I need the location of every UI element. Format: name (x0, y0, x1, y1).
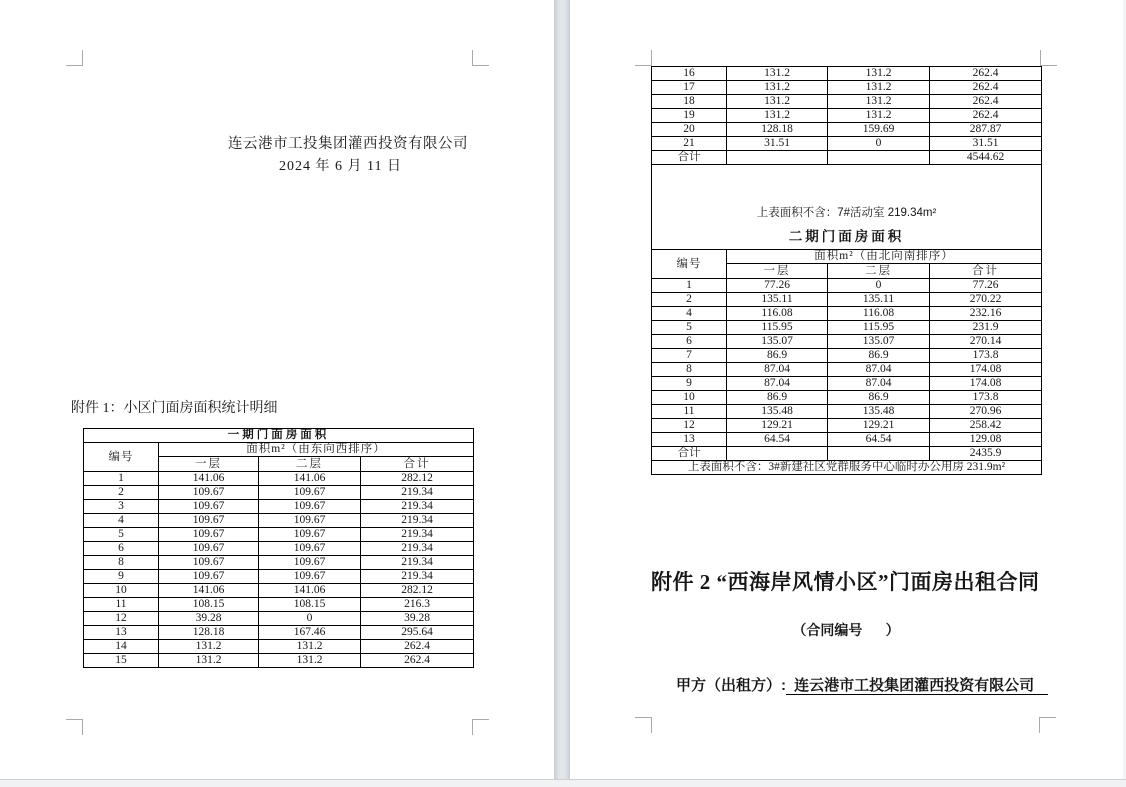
table-cell: 64.54 (828, 433, 930, 447)
table-row (652, 377, 1042, 391)
table-cell: 109.67 (259, 570, 361, 584)
contract-number-line: （合同编号 ） (792, 622, 900, 638)
date-line: 2024 年 6 月 11 日 (279, 159, 402, 174)
party-a-value: 连云港市工投集团灌西投资有限公司 (786, 677, 1048, 695)
table-header-row (652, 250, 1042, 264)
table-cell: 270.22 (930, 293, 1042, 307)
table-cell: 216.3 (361, 598, 474, 612)
table-row (84, 612, 474, 626)
table-cell: 128.18 (727, 123, 828, 137)
table-cell: 17 (652, 81, 727, 95)
table-cell: 10 (652, 391, 727, 405)
table-cell: 3 (84, 500, 159, 514)
table-cell: 135.48 (727, 405, 828, 419)
table-cell: 262.4 (930, 95, 1042, 109)
company-name: 连云港市工投集团灌西投资有限公司 (228, 136, 468, 152)
phase1-continued-and-phase2-table (651, 66, 1042, 475)
table-cell: 86.9 (727, 349, 828, 363)
table-cell: 287.87 (930, 123, 1042, 137)
table-cell: 86.9 (828, 349, 930, 363)
table-row (84, 598, 474, 612)
table-cell: 39.28 (361, 612, 474, 626)
table-cell: 131.2 (159, 640, 259, 654)
table-cell: 135.48 (828, 405, 930, 419)
table-title: 一期门面房面积 (84, 429, 474, 443)
text-boundary-mark (472, 719, 489, 735)
table-cell: 8 (652, 363, 727, 377)
party-a-label: 甲方（出租方）: (676, 677, 787, 694)
table-cell: 31.51 (930, 137, 1042, 151)
table-cell: 0 (259, 612, 361, 626)
table-row (84, 584, 474, 598)
empty-cell (828, 447, 930, 461)
table-cell: 219.34 (361, 528, 474, 542)
table-cell: 12 (652, 419, 727, 433)
total-row (652, 151, 1042, 165)
total-value: 4544.62 (930, 151, 1042, 165)
table-cell: 13 (84, 626, 159, 640)
table-cell: 262.4 (361, 640, 474, 654)
table-cell: 131.2 (727, 81, 828, 95)
table-row (652, 335, 1042, 349)
column-header-total: 合计 (930, 264, 1042, 279)
table-row (652, 321, 1042, 335)
table-cell: 131.2 (727, 67, 828, 81)
table-row (84, 640, 474, 654)
table-cell: 131.2 (259, 640, 361, 654)
table-cell: 14 (84, 640, 159, 654)
table-cell: 173.8 (930, 349, 1042, 363)
table-row (652, 405, 1042, 419)
table-cell: 262.4 (930, 67, 1042, 81)
table-cell: 108.15 (159, 598, 259, 612)
table-cell: 109.67 (159, 514, 259, 528)
table-cell: 5 (84, 528, 159, 542)
table-cell: 11 (652, 405, 727, 419)
table-row (652, 95, 1042, 109)
total-value: 2435.9 (930, 447, 1042, 461)
table-row (84, 626, 474, 640)
table-row (84, 542, 474, 556)
table-cell: 87.04 (828, 363, 930, 377)
table-cell: 141.06 (259, 584, 361, 598)
table-cell: 109.67 (159, 570, 259, 584)
table-row (84, 528, 474, 542)
column-header-floor2: 二层 (828, 264, 930, 279)
table-cell: 131.2 (828, 109, 930, 123)
table-header-row (84, 443, 474, 457)
column-header-floor2: 二层 (259, 457, 361, 472)
table-row (652, 67, 1042, 81)
table-cell: 231.9 (930, 321, 1042, 335)
table-row (84, 654, 474, 668)
table-row (652, 433, 1042, 447)
phase1-table-body (84, 472, 474, 668)
table-cell: 219.34 (361, 514, 474, 528)
table-cell: 21 (652, 137, 727, 151)
table-cell: 270.14 (930, 335, 1042, 349)
table-cell: 282.12 (361, 472, 474, 486)
table-cell: 2 (652, 293, 727, 307)
text-boundary-mark (635, 717, 652, 733)
table-cell: 16 (652, 67, 727, 81)
table-cell: 109.67 (259, 500, 361, 514)
table-cell: 131.2 (828, 95, 930, 109)
table-cell: 5 (652, 321, 727, 335)
table-row (84, 570, 474, 584)
table-row (652, 109, 1042, 123)
table-cell: 135.07 (727, 335, 828, 349)
table-cell: 135.11 (727, 293, 828, 307)
table-cell: 115.95 (727, 321, 828, 335)
total-row (652, 447, 1042, 461)
column-header-floor1: 一层 (159, 457, 259, 472)
table-cell: 282.12 (361, 584, 474, 598)
phase1-area-note: 上表面积不含：7#活动室 219.34m² (756, 206, 937, 219)
table-cell: 87.04 (727, 363, 828, 377)
table-cell: 159.69 (828, 123, 930, 137)
table-cell: 77.26 (930, 279, 1042, 293)
table-cell: 219.34 (361, 500, 474, 514)
text-boundary-mark (66, 719, 83, 735)
table-cell: 131.2 (727, 109, 828, 123)
table-row (84, 486, 474, 500)
text-boundary-mark (472, 50, 489, 66)
total-label: 合计 (652, 151, 727, 165)
column-header-id: 编号 (652, 250, 727, 279)
table-cell: 129.21 (727, 419, 828, 433)
table-cell: 18 (652, 95, 727, 109)
bottom-edge-strip (0, 779, 1126, 787)
table-cell: 87.04 (727, 377, 828, 391)
table-cell: 9 (652, 377, 727, 391)
table-cell: 109.67 (159, 486, 259, 500)
table-cell: 19 (652, 109, 727, 123)
table-row (652, 419, 1042, 433)
merged-note-row (652, 165, 1042, 250)
table-cell: 141.06 (159, 584, 259, 598)
table-cell: 12 (84, 612, 159, 626)
table-cell: 174.08 (930, 377, 1042, 391)
column-header-group: 面积m²（由北向南排序） (727, 250, 1042, 264)
table-cell: 109.67 (159, 556, 259, 570)
table-cell: 109.67 (259, 542, 361, 556)
table-row (652, 81, 1042, 95)
table-cell: 109.67 (259, 528, 361, 542)
table-cell: 0 (828, 137, 930, 151)
table-row (84, 472, 474, 486)
table-cell: 129.08 (930, 433, 1042, 447)
column-header-id: 编号 (84, 443, 159, 472)
table-cell: 10 (84, 584, 159, 598)
column-header-floor1: 一层 (727, 264, 828, 279)
table-cell: 0 (828, 279, 930, 293)
table-cell: 262.4 (930, 109, 1042, 123)
table-cell: 11 (84, 598, 159, 612)
text-boundary-mark (66, 50, 83, 66)
table-cell: 262.4 (930, 81, 1042, 95)
text-boundary-mark (635, 50, 652, 66)
table-cell: 116.08 (828, 307, 930, 321)
table-cell: 109.67 (259, 556, 361, 570)
table-row (652, 123, 1042, 137)
table-row (652, 391, 1042, 405)
table-cell: 135.11 (828, 293, 930, 307)
table-cell: 131.2 (828, 81, 930, 95)
table-cell: 13 (652, 433, 727, 447)
table-cell: 39.28 (159, 612, 259, 626)
table-cell: 258.42 (930, 419, 1042, 433)
table-cell: 1 (84, 472, 159, 486)
empty-cell (727, 151, 828, 165)
table-cell: 8 (84, 556, 159, 570)
table-cell: 109.67 (259, 514, 361, 528)
table-cell: 6 (652, 335, 727, 349)
table-cell: 64.54 (727, 433, 828, 447)
table-row (84, 514, 474, 528)
table-cell: 167.46 (259, 626, 361, 640)
table-cell: 174.08 (930, 363, 1042, 377)
table-cell: 87.04 (828, 377, 930, 391)
table-cell: 7 (652, 349, 727, 363)
table-cell: 173.8 (930, 391, 1042, 405)
table-row (652, 307, 1042, 321)
table-cell: 219.34 (361, 556, 474, 570)
table-cell: 135.07 (828, 335, 930, 349)
table-row (652, 349, 1042, 363)
footnote-row (652, 461, 1042, 475)
table-cell: 86.9 (828, 391, 930, 405)
attachment1-heading: 附件 1：小区门面房面积统计明细 (71, 401, 278, 416)
table-cell: 141.06 (259, 472, 361, 486)
table-cell: 2 (84, 486, 159, 500)
phase2-area-note: 上表面积不含：3#新建社区党群服务中心临时办公用房 231.9m² (652, 461, 1042, 475)
table-cell: 219.34 (361, 486, 474, 500)
phase1-continued-body (652, 67, 1042, 151)
table-cell: 295.64 (361, 626, 474, 640)
text-boundary-mark (1039, 717, 1056, 733)
table-cell: 129.21 (828, 419, 930, 433)
phase2-table-body (652, 279, 1042, 447)
table-cell: 6 (84, 542, 159, 556)
table-cell: 4 (652, 307, 727, 321)
table-cell: 31.51 (727, 137, 828, 151)
table-cell: 109.67 (159, 500, 259, 514)
table-cell: 109.67 (259, 486, 361, 500)
page-gap (554, 0, 570, 779)
table-cell: 9 (84, 570, 159, 584)
table-row (652, 363, 1042, 377)
table-cell: 1 (652, 279, 727, 293)
table-cell: 219.34 (361, 570, 474, 584)
table-cell: 86.9 (727, 391, 828, 405)
table-cell: 262.4 (361, 654, 474, 668)
table-cell: 116.08 (727, 307, 828, 321)
table-cell: 219.34 (361, 542, 474, 556)
empty-cell (727, 447, 828, 461)
table-cell: 109.67 (159, 542, 259, 556)
table-row (84, 556, 474, 570)
column-header-group: 面积m²（由东向西排序） (159, 443, 474, 457)
phase2-table-title: 二期门面房面积 (788, 228, 905, 244)
table-cell: 4 (84, 514, 159, 528)
empty-cell (828, 151, 930, 165)
table-cell: 141.06 (159, 472, 259, 486)
table-cell: 109.67 (159, 528, 259, 542)
attachment2-heading: 附件 2 “西海岸风情小区”门面房出租合同 (651, 570, 1040, 594)
table-cell: 131.2 (259, 654, 361, 668)
table-cell: 77.26 (727, 279, 828, 293)
table-title-row (84, 429, 474, 443)
table-row (652, 279, 1042, 293)
table-cell: 131.2 (727, 95, 828, 109)
table-cell: 270.96 (930, 405, 1042, 419)
table-cell: 20 (652, 123, 727, 137)
table-cell: 232.16 (930, 307, 1042, 321)
table-cell: 128.18 (159, 626, 259, 640)
table-cell: 15 (84, 654, 159, 668)
text-boundary-mark (1040, 50, 1057, 66)
column-header-total: 合计 (361, 457, 474, 472)
table-row (652, 293, 1042, 307)
table-cell: 131.2 (828, 67, 930, 81)
table-cell: 131.2 (159, 654, 259, 668)
phase1-area-table (83, 428, 474, 668)
document-page-1[interactable] (0, 0, 554, 779)
table-cell: 115.95 (828, 321, 930, 335)
table-row (84, 500, 474, 514)
table-cell: 108.15 (259, 598, 361, 612)
total-label: 合计 (652, 447, 727, 461)
table-row (652, 137, 1042, 151)
document-page-2[interactable] (570, 0, 1123, 779)
party-a-line (651, 657, 1048, 712)
